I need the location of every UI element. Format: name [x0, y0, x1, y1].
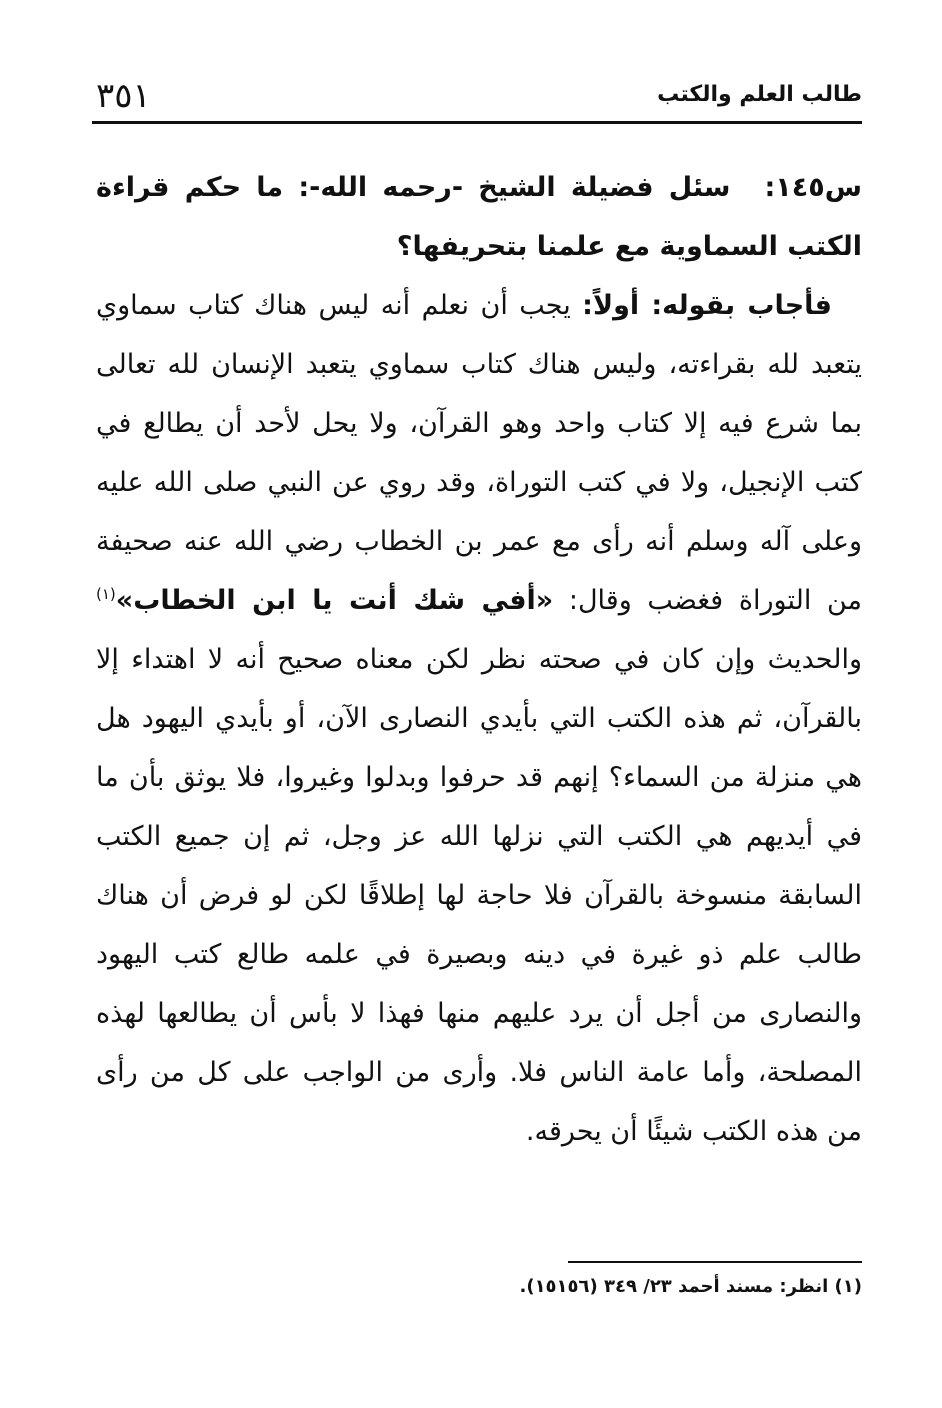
question-text: سئل فضيلة الشيخ -رحمه الله-: ما حكم قراءة الكتب السماوية مع علمنا بتحريفها؟: [96, 172, 862, 262]
answer-paragraph: [96, 276, 862, 1161]
answer-text-part2: والحديث وإن كان في صحته نظر لكن معناه صحيح أنه لا اهتداء إلا بالقرآن، ثم هذه الكتب التي بأيدي النصارى الآن، أو بأيدي اليهود هل هي منزلة من السماء؟ إنهم قد حرفوا وبدلوا وغيروا، فلا يوثق بأن ما في أيديهم هي الكتب التي نزلها الله عز وجل، ثم إن جميع الكتب السابقة منسوخة بالقرآن فلا حاجة لها إطلاقًا لكن لو فرض أن هناك طالب علم ذو غيرة في دينه وبصيرة في علمه طالع كتب اليهود والنصارى من أجل أن يرد عليهم منها فهذا لا بأس أن يطالعها لهذه المصلحة، وأما عامة الناس فلا. وأرى من الواجب على كل من رأى من هذه الكتب شيئًا أن يحرقه.: [96, 644, 862, 1147]
footnote-rule: [568, 1261, 862, 1263]
question-label: س١٤٥:: [764, 172, 862, 203]
footnote-marker: (١): [96, 585, 116, 603]
answer-text-part1: يجب أن نعلم أنه ليس هناك كتاب سماوي يتعبد لله بقراءته، وليس هناك كتاب سماوي يتعبد الإنسان لله تعالى بما شرع فيه إلا كتاب واحد وهو القرآن، ولا يحل لأحد أن يطالع في كتب الإنجيل، ولا في كتب التوراة، وقد روي عن النبي صلى الله عليه وعلى آله وسلم أنه رأى مع عمر بن الخطاب رضي الله عنه صحيفة من التوراة فغضب وقال:: [96, 290, 862, 616]
main-text: [96, 158, 862, 1161]
footnote: (١) انظر: مسند أحمد ٢٣/ ٣٤٩ (١٥١٥٦).: [519, 1276, 862, 1297]
question-paragraph: [96, 158, 862, 276]
answer-lead: فأجاب بقوله: أولاً:: [582, 290, 832, 321]
hadith-quote: «أفي شك أنت يا ابن الخطاب»: [115, 585, 554, 616]
page-number: ٣٥١: [96, 76, 151, 116]
header-rule: [92, 121, 862, 124]
page-header: [92, 76, 862, 122]
running-title: طالب العلم والكتب: [657, 82, 862, 107]
